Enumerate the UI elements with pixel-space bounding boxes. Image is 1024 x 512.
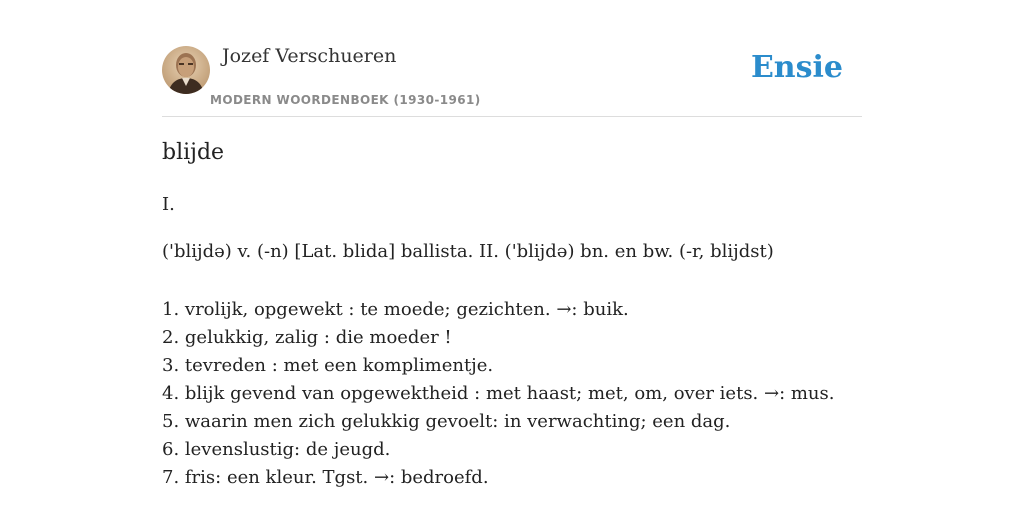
- entry-section-label: I.: [162, 194, 175, 215]
- sense-list: [162, 296, 835, 492]
- header: [162, 0, 862, 117]
- sense-item: 7. fris: een kleur. Tgst. →: bedroefd.: [162, 467, 489, 488]
- entry-intro: ('blijdə) v. (-n) [Lat. blida] ballista. II. ('blijdə) bn. en bw. (-r, blijdst): [162, 241, 774, 262]
- page: [162, 0, 862, 512]
- sense-item: 5. waarin men zich gelukkig gevoelt: in verwachting; een dag.: [162, 411, 731, 432]
- entry-title: blijde: [162, 140, 225, 165]
- sense-item: 6. levenslustig: de jeugd.: [162, 439, 391, 460]
- avatar[interactable]: [162, 46, 210, 94]
- brand-logo[interactable]: Ensie: [750, 50, 843, 85]
- sense-item: 4. blijk gevend van opgewektheid : met haast; met, om, over iets. →: mus.: [162, 383, 835, 404]
- author-portrait-icon: [162, 46, 210, 94]
- sense-item: 3. tevreden : met een komplimentje.: [162, 355, 494, 376]
- author-name[interactable]: Jozef Verschueren: [222, 45, 397, 67]
- sense-item: 1. vrolijk, opgewekt : te moede; gezichten. →: buik.: [162, 299, 629, 320]
- sense-item: 2. gelukkig, zalig : die moeder !: [162, 327, 452, 348]
- source-title[interactable]: MODERN WOORDENBOEK (1930-1961): [210, 93, 481, 107]
